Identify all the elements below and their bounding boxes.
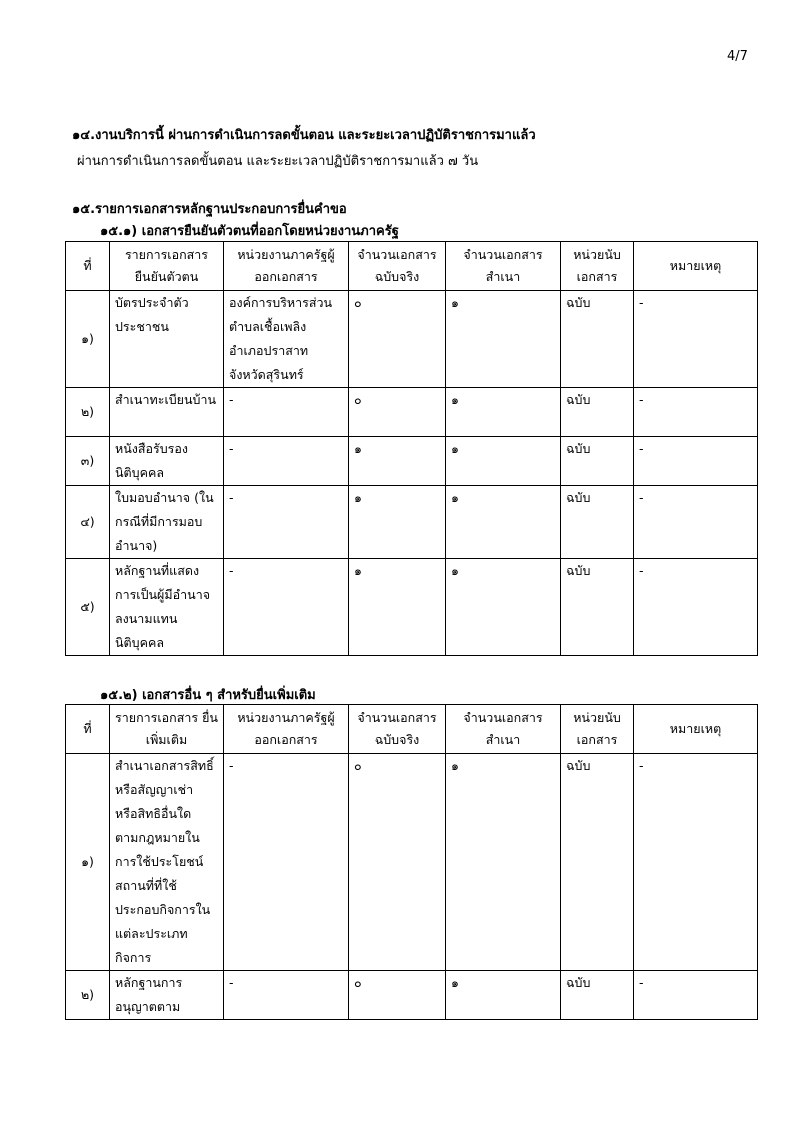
header-copy-count: จำนวนเอกสาร สำเนา — [446, 242, 561, 291]
unit: ฉบับ — [561, 486, 634, 559]
row-number: ๕) — [66, 559, 110, 656]
row-number: ๒) — [66, 971, 110, 1020]
issuing-agency: - — [224, 486, 349, 559]
copy-count: ๑ — [446, 291, 561, 388]
remarks: - — [634, 486, 758, 559]
header-original-count: จำนวนเอกสาร ฉบับจริง — [349, 705, 446, 754]
unit: ฉบับ — [561, 291, 634, 388]
table-row — [66, 486, 758, 559]
document-name: หลักฐานการอนุญาตตาม — [110, 971, 224, 1020]
document-name: บัตรประจำตัวประชาชน — [110, 291, 224, 388]
original-count: ๐ — [349, 754, 446, 971]
remarks: - — [634, 971, 758, 1020]
copy-count: ๑ — [446, 754, 561, 971]
issuing-agency: - — [224, 971, 349, 1020]
original-count: ๐ — [349, 291, 446, 388]
header-remarks: หมายเหตุ — [634, 242, 758, 291]
table-row — [66, 559, 758, 656]
section-15-2-heading: ๑๕.๒) เอกสารอื่น ๆ สำหรับยื่นเพิ่มเติม — [100, 688, 316, 703]
header-no: ที่ — [66, 242, 110, 291]
additional-documents-table — [65, 704, 758, 1020]
issuing-agency: - — [224, 388, 349, 437]
header-unit: หน่วยนับ เอกสาร — [561, 705, 634, 754]
unit: ฉบับ — [561, 754, 634, 971]
remarks: - — [634, 754, 758, 971]
row-number: ๒) — [66, 388, 110, 437]
document-name: หนังสือรับรองนิติบุคคล — [110, 437, 224, 486]
original-count: ๑ — [349, 437, 446, 486]
original-count: ๑ — [349, 559, 446, 656]
header-unit: หน่วยนับ เอกสาร — [561, 242, 634, 291]
row-number: ๔) — [66, 486, 110, 559]
table-row — [66, 437, 758, 486]
header-document-list: รายการเอกสาร ยื่นเพิ่มเติม — [110, 705, 224, 754]
table-row — [66, 291, 758, 388]
identity-documents-table — [65, 241, 758, 656]
section-15-heading: ๑๕.รายการเอกสารหลักฐานประกอบการยื่นคำขอ — [72, 202, 347, 217]
table-row — [66, 754, 758, 971]
header-copy-count: จำนวนเอกสาร สำเนา — [446, 705, 561, 754]
original-count: ๑ — [349, 486, 446, 559]
document-name: สำเนาเอกสารสิทธิ์ หรือสัญญาเช่า หรือสิทธิอื่นใด ตามกฎหมายในการใช้ประโยชน์สถานที่ที่ใช้ประกอบกิจการในแต่ละประเภทกิจการ — [110, 754, 224, 971]
unit: ฉบับ — [561, 971, 634, 1020]
remarks: - — [634, 559, 758, 656]
document-name: สำเนาทะเบียนบ้าน — [110, 388, 224, 437]
table-row — [66, 971, 758, 1020]
section-14-heading: ๑๔.งานบริการนี้ ผ่านการดำเนินการลดขั้นตอน และระยะเวลาปฏิบัติราชการมาแล้ว — [72, 128, 536, 143]
remarks: - — [634, 291, 758, 388]
header-issuing-agency: หน่วยงานภาครัฐผู้ออกเอกสาร — [224, 705, 349, 754]
remarks: - — [634, 388, 758, 437]
original-count: ๐ — [349, 971, 446, 1020]
original-count: ๐ — [349, 388, 446, 437]
section-14-detail: ผ่านการดำเนินการลดขั้นตอน และระยะเวลาปฏิบัติราชการมาแล้ว ๗ วัน — [77, 154, 479, 169]
row-number: ๓) — [66, 437, 110, 486]
header-original-count: จำนวนเอกสาร ฉบับจริง — [349, 242, 446, 291]
table-header-row — [66, 705, 758, 754]
unit: ฉบับ — [561, 388, 634, 437]
table-header-row — [66, 242, 758, 291]
header-document-list: รายการเอกสาร ยืนยันตัวตน — [110, 242, 224, 291]
header-issuing-agency: หน่วยงานภาครัฐผู้ออกเอกสาร — [224, 242, 349, 291]
unit: ฉบับ — [561, 559, 634, 656]
copy-count: ๑ — [446, 971, 561, 1020]
page-number: 4/7 — [727, 49, 748, 64]
issuing-agency: - — [224, 437, 349, 486]
document-name: ใบมอบอำนาจ (ในกรณีที่มีการมอบอำนาจ) — [110, 486, 224, 559]
row-number: ๑) — [66, 754, 110, 971]
copy-count: ๑ — [446, 388, 561, 437]
row-number: ๑) — [66, 291, 110, 388]
document-name: หลักฐานที่แสดงการเป็นผู้มีอำนาจลงนามแทนนิติบุคคล — [110, 559, 224, 656]
issuing-agency: - — [224, 754, 349, 971]
section-15-1-heading: ๑๕.๑) เอกสารยืนยันตัวตนที่ออกโดยหน่วยงานภาครัฐ — [100, 224, 399, 239]
issuing-agency: องค์การบริหารส่วนตำบลเชื้อเพลิง อำเภอปราสาท จังหวัดสุรินทร์ — [224, 291, 349, 388]
unit: ฉบับ — [561, 437, 634, 486]
table-row — [66, 388, 758, 437]
remarks: - — [634, 437, 758, 486]
copy-count: ๑ — [446, 437, 561, 486]
copy-count: ๑ — [446, 486, 561, 559]
header-remarks: หมายเหตุ — [634, 705, 758, 754]
header-no: ที่ — [66, 705, 110, 754]
copy-count: ๑ — [446, 559, 561, 656]
issuing-agency: - — [224, 559, 349, 656]
